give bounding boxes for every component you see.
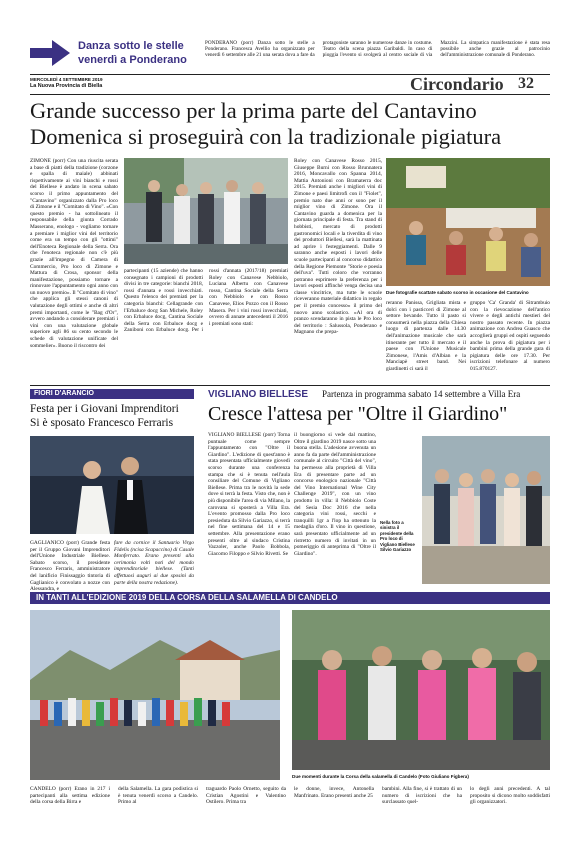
salamella-column-1: CANDELO (porr) Erano in 217 i partecipanti alla settima edizione della corsa della Birra e — [30, 786, 110, 806]
fiori-kicker — [30, 389, 194, 399]
salamella-banner-text: IN TANTI ALL'EDIZIONE 2019 DELLA CORSA DELLA SALAMELLA DI CANDELO — [36, 593, 338, 602]
race-start-photo — [30, 610, 280, 780]
vigliano-headline: Cresce l'attesa per "Oltre il Giardino" — [208, 403, 508, 425]
cantavino-photo-caption: Due fotografie scattate sabato scorso in occasione del Cantavino — [386, 290, 529, 295]
main-headline-1: Grande successo per la prima parte del Cantavino — [30, 98, 477, 123]
page-number: 32 — [518, 75, 534, 92]
teaser-title-line2: venerdì a Ponderano — [78, 54, 187, 66]
race-runners-photo — [292, 610, 550, 770]
main-column-3: Roley con Canavese Rosso 2015, Giuseppe Burni con Rosso Brunnatera 2016, Moncavallo con Spanna 2014, Mattia Antonioni con Bramaterra doc 2015. Premiati anche i migliori vini di Zimone e paesi limitrofi con il "Fiolet", premio nato due anni or sono per il miglior vino di Zimone. Ora il Cantavino guarda a domenica per la giornata principale di festa. Tra stand di hobbisti, mercato di prodotti gastronomici locali e la tiverdita di vino dei produttori Biellesi, sarà la mattinata ad aprire i festeggiamenti. Dalle 9 saranno anche esposti i lavori delle scuole partecipanti al concorso didattico della Regione Piemonte "Storie e poesia dell'uva". Tutti coloro che vorranno potranno esprimere la preferenza per i lavori esposti affinché venga decisa una classe vincitrice, ma tutte le scuole riceveranno materiale didattico in regalo per il premio concesso» il primo del nuovo anno scolastico. «Al ora di pranzo scendaranno in pista le Pro loco del territorio : Salussola, Ponderano e Magnano che prepa- — [294, 158, 382, 336]
vigliano-photo-caption: Nella foto a sinistra il presidente della Pro loco di Vigliano Biellese Silvio Gariazzo — [380, 520, 415, 553]
cantavino-dinner-photo — [386, 158, 550, 286]
salamella-column-4: le donne, invece, Antonella Manfrinato. Erano presenti anche 25 — [294, 786, 374, 799]
main-column-1: ZIMONE (porr) Con una riuscita serata a base di piatti della tradizione (corzone e spalla di maiale) abbinati rispettivamente ai vini bianchi e rossi del Biellese è andato in scena sabato scorso il primo appuntamento del "Cantavino" organizzato dalla Pro loco di Zimone e il "Comitato di Vino". «Con questo premio - ha sottolineato il responsabile della giunta Corrado Masserano, enologo - vogliamo tornare a premiare i miglior vini del territorio come era un tempo con gli "ottimi" dell'Enoteca Regionale della Serra. Ora che l'enoteca regionale non c'è più grazie all'impegno di Camera di Commercio, Pro loco di Zimone e Mattura di Crosa, sponsor della manifestazione, possiamo tornare a rinnovare l'appuntamento ogni anno con un nuovo premio». Il "Comitato di vino" che applica gli stessi canoni di valutazione degli ottimi e anche di altri premi importanti, come le "Bag d'Or", avvero andando a considerare premiati i vini con una valutazione globale superiore agli 86 su cento secondo le schede di valutazione unificate del sommelier». Buono il riscontro dei — [30, 158, 118, 349]
section-name: Circondario — [410, 74, 504, 94]
masthead-date: MERCOLEDÌ 4 SETTEMBRE 2019 — [30, 77, 103, 82]
teaser-arrow-icon — [30, 40, 70, 66]
salamella-column-3: traguardo Paolo Ornetto, seguito da Cristian Agostini e Valentino Ostilero. Prima tra — [206, 786, 286, 806]
vigliano-column-1: VIGLIANO BIELLESE (porr) Torna puntuale come sempre l'appuntamento con "Oltre il Giardino". L'edizione di quest'anno è stata presentata ufficialmente giovedì scorso durante una conferenza stampa che si è tenuta nell'aula consiliare del Comune di Vigliano Biellese. Prima tra le novità la sede dove si terrà la festa. Visto che, non è più disponibile l'area di via Milano, la carovana si sposterà a Villa Era. L'evento promosso dalla Pro loco presieduta da Silvio Gariazzo, si terrà nel fine settimana del 14 e 15 settembre. Alla presentazione erano presenti oltre al sindaco Cristina Vazzoler, anche Paolo Bobbola, Giacomo Filoppo e Silvio Rivetti. Se — [208, 432, 290, 557]
vigliano-kicker: VIGLIANO BIELLESE — [208, 389, 309, 400]
main-headline-2: Domenica si proseguirà con la tradizionale pigiatura — [30, 124, 502, 149]
main-column-2: partecipanti (15 aziende) che hanno consegnato i campioni di prodotti divisi in tre categorie: bianchi 2018, rossi d'annata e rossi invecchiati. Questo l'elenco dei premiati per la categoria bianchi: Cellagrande con l'Erbaluce docg San Michele, Roley con Erbaluce docg, Cantina Sociale della Serra con Erbaluce docg e Zaniboni con Erbaluce docg. Per i rossi d'annata (2017/18) premiati Roley con Canavese Nebbiolo, Luciana Albertu con Canavese rosso, Cantina Sociale della Serra con Nebbiolo e con Rosso Canavese, Elios Pozzo con il Rosso Masera. Per i vini rossi invecchiati, ovvero di annate antecedenti il 2016 i premiati sono stati: — [124, 268, 288, 334]
main-column-5: gruppo 'Ca' Granda' di Sitrambuio con la rievocazione dell'antico vivere e degli antichi mestieri del nostro passato recente. In piazza animazione con Andrea Guasco che accoglierà gruppi ed ospiti seguendo anche la prova di pigiatura per i bambini prima della grande gara di pigiatura delle ore 17.30. Per iscrizioni telefonare al numero 015.870127. — [470, 300, 550, 372]
fiori-kicker-text: FIORI D'ARANCIO — [34, 390, 94, 397]
salamella-photo-caption: Due momenti durante la Corsa della salamella di Candelo (Foto Giuliano Figbera) — [292, 774, 469, 779]
masthead-bottom-rule — [30, 94, 550, 95]
teaser-body: PONDERANO (porr) Danza sotto le stelle a Ponderano. Francesca Avellio ha organizzato per venerdì 6 settembre alle 21 una serata dova a fare da protagoniste saranno le numerose danze in costume. Teatro della scena piazza Garibaldi. In caso di pioggia l'evento si svolgerà al centro sociale di via Mazzini. La simpatica manifestazione è stata resa possibile anche grazie al patrocinio dell'amministrazione comunale di Ponderano. — [205, 40, 550, 59]
masthead-paper: La Nuova Provincia di Biella — [30, 83, 103, 89]
fiori-headline-1: Festa per i Giovani Imprenditori — [30, 403, 179, 415]
salamella-banner — [30, 592, 550, 604]
fiori-headline-2: Si è sposato Francesco Ferraris — [30, 417, 174, 429]
fiori-column-2: fare da cornice il Santuario Virgo Fidelis (ncisa Scapaccino) di Casale Monferrato. Erano presenti alla cerimonia volti noti del mondo imprenditoriale biellese. (Tanti affettuosi auguri ai due sposini da parte della nostra redazione). — [114, 540, 194, 586]
cantavino-ceremony-photo — [124, 158, 288, 264]
fiori-column-1: GAGLIANICO (porr) Grande festa per il Gruppo Giovani Imprenditori dell'Unione Industriale Biellese. Sabato scorso, il presidente Francesco Ferraris, amministratore del lanificio Finissaggio tintoria di Gaglianico è convolato a nozze con Alessandra, e — [30, 540, 110, 593]
vigliano-subtitle: Partenza in programma sabato 14 settembre a Villa Era — [322, 389, 521, 399]
salamella-column-6: lo degli anni precedenti. A tal proposito si dicono molto soddisfatti gli organizzatori. — [470, 786, 550, 806]
vigliano-column-2: il buongiorno si vede dal mattino, Oltre il giardino 2019 nasce sotto una buona stella. L'adesione avvenuta un anno fa da parte dell'amministrazione comunale al circuito "Città del vino", ha permesso alla proprietà di Villa Era di presentare parte ad un concorso enologico nazionale "Città del Vino International Wine City Challenge 2019", con un vino prodotto in villa: il Nebbiolo Coste del Sesia Doc 2016 che nella categoria vini rossi, secchi e tranquilli 1gr a l'lop ha ottenuto la medaglia d'oro. Il vino in questione, sarà presentato ufficialmente ad un ristretto numero di invitati in un pomeriggio di anteprima di "Oltre il Giardino". — [294, 432, 376, 557]
wedding-photo — [30, 436, 194, 534]
salamella-column-5: bambini. Alla fine, si è trattato di un numero di iscrizioni che ha surclassato quel- — [382, 786, 462, 806]
salamella-column-2: della Salamella. La gara podistica si è tenuta venerdì scorso a Candelo. Primo al — [118, 786, 198, 806]
vigliano-group-photo — [422, 436, 550, 584]
teaser-title-line1: Danza sotto le stelle — [78, 40, 184, 52]
main-column-4: reranno Panissa, Grigliata mista e dolci con i pasticceri di Zimone al settore bevande. Tutto il pasto si consumerà nella piazza della Chiesa luogo di partenza dalle 14.30 dell'animazione musicale che sarà itinerante per tutto il mercato e il paese con l'Unione Musicale Zimonese, l'Amis d'Albian e la Manciapè street band. Nei giardinetti ci sarà il — [386, 300, 466, 372]
section-rule-1 — [30, 385, 550, 386]
